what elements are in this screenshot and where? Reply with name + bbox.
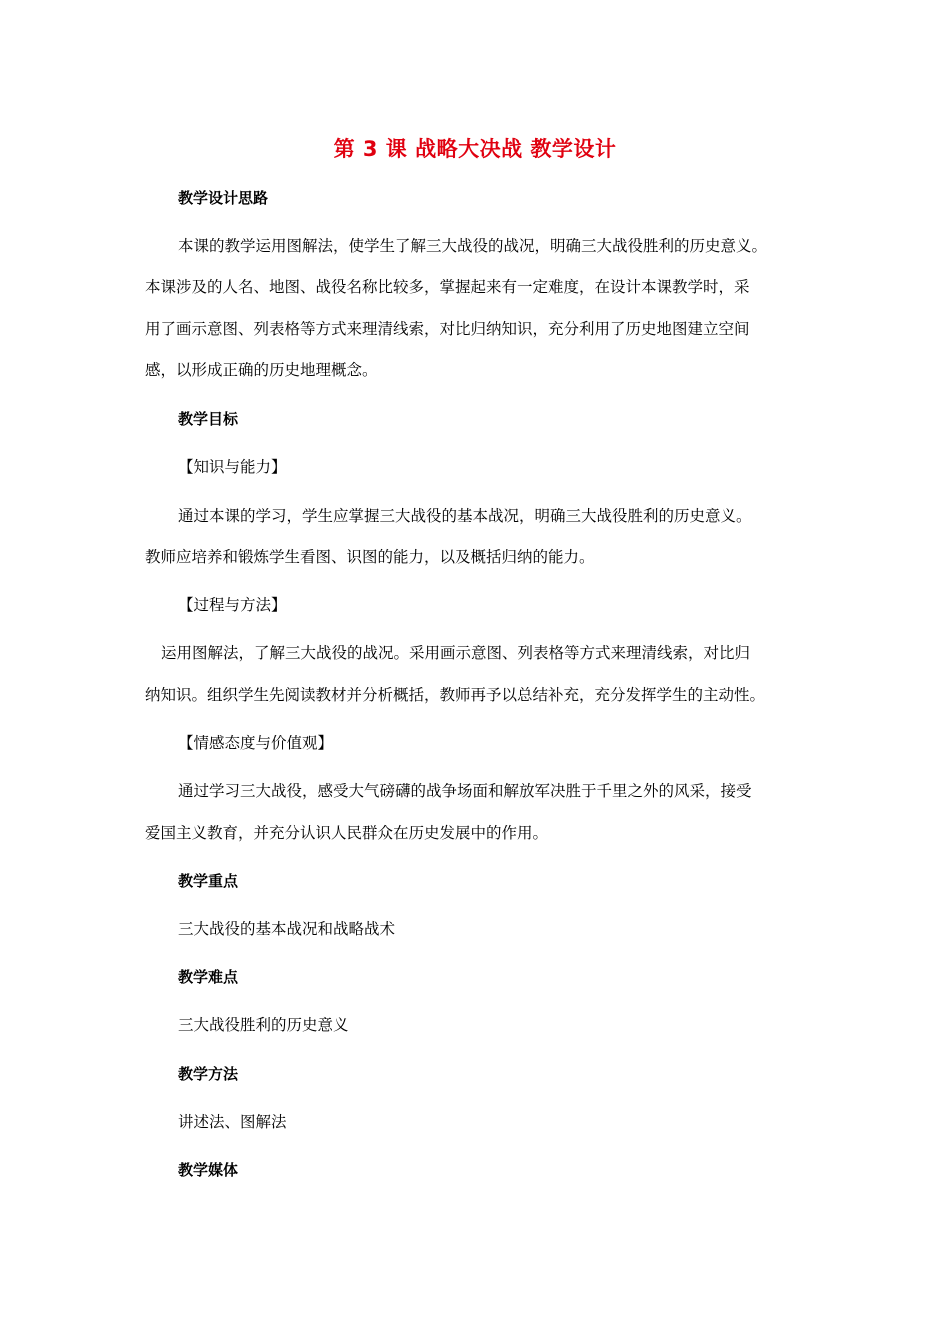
paragraph-line: 纳知识。组织学生先阅读教材并分析概括，教师再予以总结补充，充分发挥学生的主动性。 [145,686,766,704]
key-point-text: 三大战役的基本战况和战略战术 [178,920,396,938]
paragraph-line: 教师应培养和锻炼学生看图、识图的能力，以及概括归纳的能力。 [145,548,595,566]
heading-media: 教学媒体 [178,1161,239,1179]
paragraph-line: 本课的教学运用图解法，使学生了解三大战役的战况，明确三大战役胜利的历史意义。 [178,237,768,255]
subheading-process: 【过程与方法】 [178,596,287,614]
subheading-emotion: 【情感态度与价值观】 [178,734,334,752]
subheading-knowledge: 【知识与能力】 [178,458,287,476]
heading-key-point: 教学重点 [178,872,239,890]
heading-difficulty: 教学难点 [178,968,239,986]
paragraph-line: 感，以形成正确的历史地理概念。 [145,361,378,379]
paragraph-line: 运用图解法，了解三大战役的战况。采用画示意图、列表格等方式来理清线索，对比归 [161,644,751,662]
heading-design-idea: 教学设计思路 [178,189,269,207]
difficulty-text: 三大战役胜利的历史意义 [178,1016,349,1034]
paragraph-line: 通过本课的学习，学生应掌握三大战役的基本战况，明确三大战役胜利的历史意义。 [178,507,752,525]
heading-method: 教学方法 [178,1065,239,1083]
paragraph-line: 通过学习三大战役，感受大气磅礴的战争场面和解放军决胜于千里之外的风采，接受 [178,782,752,800]
document-title: 第 3 课 战略大决战 教学设计 [333,137,617,161]
paragraph-line: 爱国主义教育，并充分认识人民群众在历史发展中的作用。 [145,824,549,842]
method-text: 讲述法、图解法 [178,1113,287,1131]
paragraph-line: 用了画示意图、列表格等方式来理清线索，对比归纳知识，充分利用了历史地图建立空间 [145,320,750,338]
heading-objectives: 教学目标 [178,410,239,428]
paragraph-line: 本课涉及的人名、地图、战役名称比较多，掌握起来有一定难度，在设计本课教学时，采 [145,278,750,296]
